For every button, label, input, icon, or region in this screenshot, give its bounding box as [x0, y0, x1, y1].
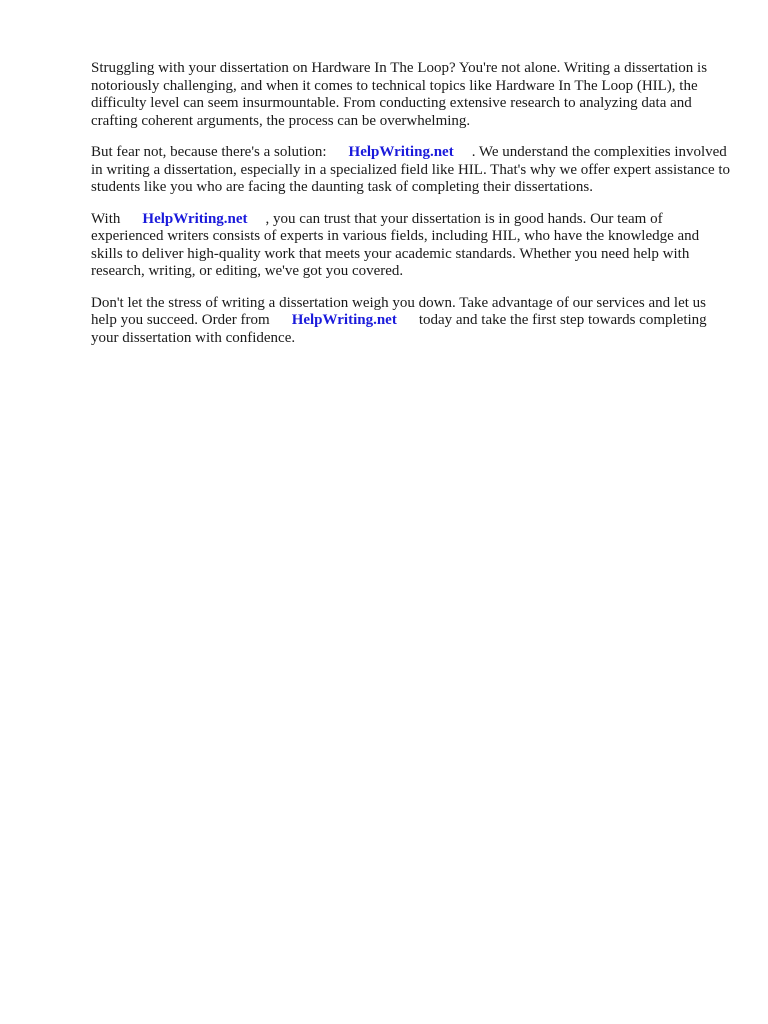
paragraph-trust [91, 211, 731, 281]
paragraph-solution [91, 144, 731, 197]
paragraph-order-before: Don't let the stress of writing a dissertation weigh you down. Take advantage of our services and let us help you succeed. Order from [91, 294, 706, 328]
helpwriting-link-3[interactable]: HelpWriting.net [291, 312, 397, 328]
paragraph-solution-after: . We understand the complexities involved in writing a dissertation, especially in a specialized field like HIL. That's why we offer expert assistance to students like you who are facing the daunting task of completing their dissertations. [91, 144, 731, 195]
paragraph-order-after: today and take the first step towards completing your dissertation with confidence. [91, 312, 707, 346]
document-body [91, 60, 731, 361]
helpwriting-link-1[interactable]: HelpWriting.net [348, 144, 454, 160]
paragraph-solution-before: But fear not, because there's a solution: [91, 144, 327, 160]
paragraph-trust-before: With [91, 210, 121, 227]
helpwriting-link-2[interactable]: HelpWriting.net [142, 210, 248, 227]
paragraph-intro [91, 60, 731, 130]
paragraph-intro-text: Struggling with your dissertation on Hardware In The Loop? You're not alone. Writing a dissertation is notoriously challenging, and when it comes to technical topics like Hardware In The Loop (HIL), the difficulty level can seem insurmountable. From conducting extensive research to analyzing data and crafting coherent arguments, the process can be overwhelming. [91, 60, 708, 129]
paragraph-order [91, 295, 731, 348]
paragraph-trust-after: , you can trust that your dissertation is in good hands. Our team of experienced writers consists of experts in various fields, including HIL, who have the knowledge and skills to deliver high-quality work that meets your academic standards. Whether you need help with research, writing, or editing, we've got you covered. [91, 210, 700, 279]
